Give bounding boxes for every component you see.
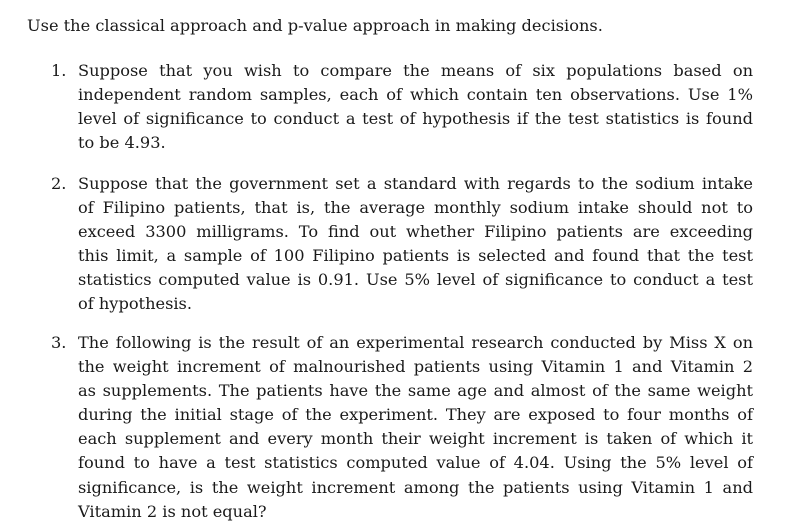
- question-3-line: significance, is the weight increment among the patients using Vitamin 1 and: [78, 477, 753, 497]
- question-2-line: exceed 3300 milligrams. To find out whether Filipino patients are exceeding: [78, 222, 753, 242]
- question-3-line: during the initial stage of the experiment. They are exposed to four months of: [78, 405, 753, 425]
- question-1-text: [78, 59, 753, 155]
- question-2-text: [78, 172, 753, 317]
- question-3-line: The following is the result of an experimental research conducted by Miss X on: [78, 333, 753, 352]
- question-2: [51, 172, 753, 317]
- question-3-line: each supplement and every month their weight increment is taken of which it: [78, 429, 753, 449]
- question-1-line: independent random samples, each of which contain ten observations. Use 1%: [78, 85, 753, 105]
- question-3: [51, 331, 753, 524]
- question-3-line: found to have a test statistics computed value of 4.04. Using the 5% level of: [78, 453, 753, 473]
- question-3-line: as supplements. The patients have the same age and almost of the same weight: [78, 381, 753, 401]
- question-1-line: to be 4.93.: [78, 133, 166, 153]
- question-1: [51, 59, 753, 155]
- question-2-number: 2.: [51, 174, 67, 193]
- question-1-number: 1.: [51, 61, 67, 80]
- question-2-line: of hypothesis.: [78, 294, 193, 314]
- question-3-number: 3.: [51, 333, 67, 352]
- question-1-line: Suppose that you wish to compare the means of six populations based on: [78, 61, 753, 80]
- question-1-line: level of significance to conduct a test of hypothesis if the test statistics is found: [78, 109, 753, 129]
- question-2-line: this limit, a sample of 100 Filipino patients is selected and found that the test: [78, 246, 753, 266]
- question-3-line: Vitamin 2 is not equal?: [78, 501, 267, 521]
- question-3-text: [78, 331, 753, 524]
- question-3-line: the weight increment of malnourished patients using Vitamin 1 and Vitamin 2: [78, 357, 753, 377]
- question-2-line: statistics computed value is 0.91. Use 5% level of significance to conduct a test: [78, 270, 753, 290]
- instructions-text: Use the classical approach and p-value approach in making decisions.: [27, 16, 603, 35]
- question-2-line: Suppose that the government set a standard with regards to the sodium intake: [78, 174, 753, 193]
- question-2-line: of Filipino patients, that is, the average monthly sodium intake should not to: [78, 198, 753, 218]
